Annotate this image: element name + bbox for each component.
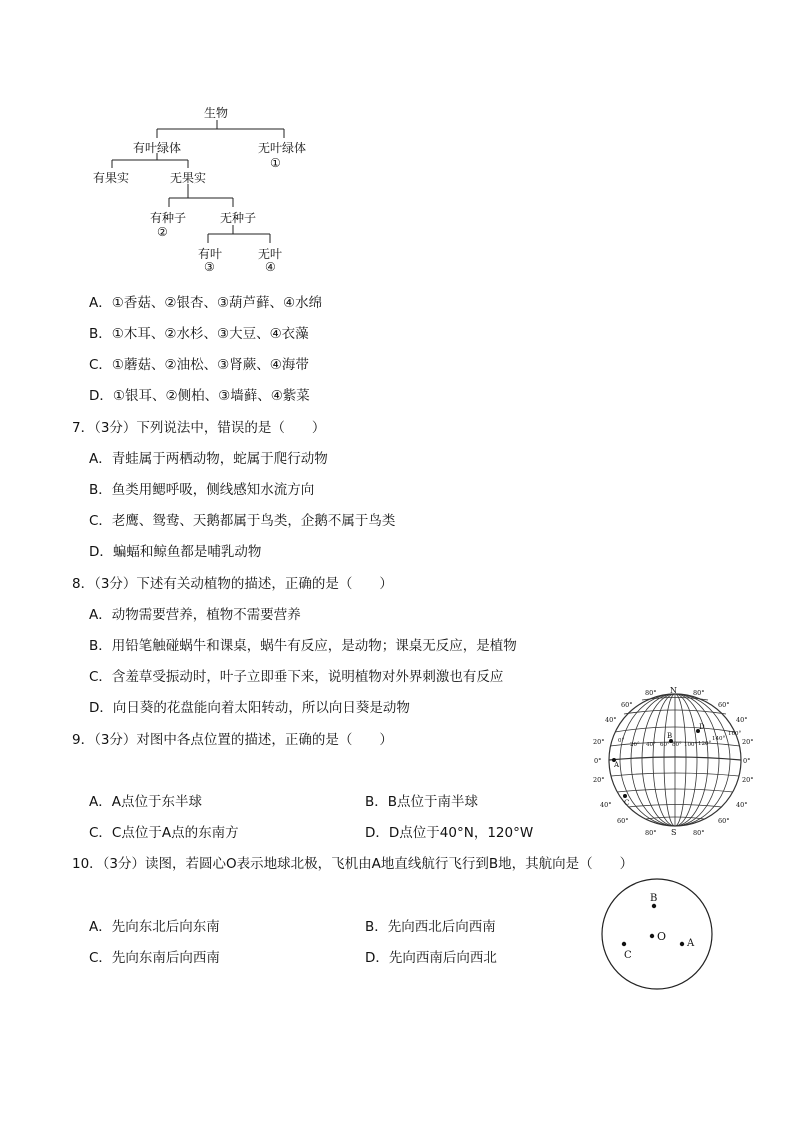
globe-l20: 20° [593, 738, 605, 746]
globe-r60s: 60° [718, 817, 730, 825]
polar-label-b: B [650, 893, 658, 904]
q6-option-b: B．①木耳、②水杉、③大豆、④衣藻 [89, 326, 309, 342]
globe-label-b: B [667, 732, 673, 740]
globe-r20s: 20° [742, 776, 754, 784]
q10-stem: 10．（3分）读图，若圆心O表示地球北极，飞机由A地直线航行飞行到B地，其航向是（ ） [72, 856, 634, 872]
globe-l20s: 20° [593, 776, 605, 784]
globe-r60: 60° [718, 701, 730, 709]
q9-option-c: C．C点位于A点的东南方 [89, 825, 239, 841]
q6-option-c: C．①蘑菇、②油松、③肾蕨、④海带 [89, 357, 309, 373]
globe-bottom-right: 80° [693, 829, 705, 836]
q8-option-d: D．向日葵的花盘能向着太阳转动，所以向日葵是动物 [89, 700, 410, 716]
q8-stem: 8．（3分）下述有关动植物的描述，正确的是（ ） [72, 576, 393, 592]
polar-label-o: O [657, 930, 667, 943]
tree-root: 生物 [204, 106, 229, 120]
polar-label-a: A [687, 938, 695, 949]
polar-point-c [622, 942, 626, 946]
tree-mark-4: ④ [265, 260, 276, 274]
globe-top-left: 80° [645, 689, 657, 697]
globe-r40: 40° [736, 716, 748, 724]
globe-label-c: C [624, 799, 630, 807]
tree-no-fruit: 无果实 [170, 171, 207, 185]
globe-lon-160: 160° [728, 731, 742, 737]
q7-option-c: C．老鹰、鸳鸯、天鹅都属于鸟类，企鹅不属于鸟类 [89, 513, 396, 529]
polar-label-c: C [624, 950, 632, 961]
tree-has-seed: 有种子 [150, 211, 187, 225]
globe-label-s: S [671, 828, 677, 836]
q9-option-b: B．B点位于南半球 [365, 794, 479, 810]
tree-mark-2: ② [157, 225, 168, 239]
globe-lon-60: 60° [660, 742, 670, 748]
q7-option-d: D．蝙蝠和鲸鱼都是哺乳动物 [89, 544, 262, 560]
globe-l40: 40° [605, 716, 617, 724]
globe-r40s: 40° [736, 801, 748, 809]
polar-point-b [652, 904, 656, 908]
globe-top-right: 80° [693, 689, 705, 697]
q10-option-a: A．先向东北后向东南 [89, 919, 220, 935]
q9-option-d: D．D点位于40°N，120°W [365, 825, 534, 841]
tree-mark-1: ① [270, 156, 281, 170]
globe-lon-100: 100° [684, 742, 698, 748]
q8-option-a: A．动物需要营养，植物不需要营养 [89, 607, 301, 623]
tree-no-leafy-green: 无叶绿体 [258, 141, 307, 155]
globe-lon-20: 20° [630, 742, 640, 748]
globe-lon-80: 80° [672, 742, 682, 748]
q9-option-a: A．A点位于东半球 [89, 794, 202, 810]
polar-diagram [596, 876, 720, 992]
tree-has-fruit: 有果实 [93, 171, 130, 185]
globe-point-c [623, 794, 627, 798]
tree-leafy-green: 有叶绿体 [133, 141, 182, 155]
q7-stem: 7．（3分）下列说法中，错误的是（ ） [72, 420, 326, 436]
q10-option-d: D．先向西南后向西北 [365, 950, 497, 966]
globe-l60s: 60° [617, 817, 629, 825]
tree-no-leaf: 无叶 [258, 247, 283, 261]
globe-label-d: D [699, 723, 705, 731]
globe-l40s: 40° [600, 801, 612, 809]
globe-r20: 20° [742, 738, 754, 746]
polar-point-a [680, 942, 684, 946]
globe-lon-40: 40° [646, 742, 656, 748]
globe-bottom-left: 80° [645, 829, 657, 836]
tree-lines [0, 0, 794, 290]
globe-label-n: N [670, 686, 677, 695]
q7-option-a: A．青蛙属于两栖动物，蛇属于爬行动物 [89, 451, 328, 467]
q10-option-c: C．先向东南后向西南 [89, 950, 220, 966]
tree-mark-3: ③ [204, 260, 215, 274]
q10-option-b: B．先向西北后向西南 [365, 919, 496, 935]
globe-l60: 60° [621, 701, 633, 709]
globe-diagram [590, 684, 760, 836]
q8-option-c: C．含羞草受振动时，叶子立即垂下来，说明植物对外界刺激也有反应 [89, 669, 504, 685]
tree-no-seed: 无种子 [220, 211, 257, 225]
globe-lon-120: 120° [698, 741, 712, 747]
q8-option-b: B．用铅笔触碰蜗牛和课桌，蜗牛有反应，是动物；课桌无反应，是植物 [89, 638, 517, 654]
tree-has-leaf: 有叶 [198, 247, 223, 261]
polar-point-o [650, 934, 654, 938]
globe-r0: 0° [743, 757, 751, 765]
q6-option-d: D．①银耳、②侧柏、③墙藓、④紫菜 [89, 388, 310, 404]
q7-option-b: B．鱼类用鳃呼吸，侧线感知水流方向 [89, 482, 315, 498]
q6-option-a: A．①香菇、②银杏、③葫芦藓、④水绵 [89, 295, 323, 311]
globe-lon-140: 140° [712, 736, 726, 742]
globe-l0: 0° [594, 757, 602, 765]
globe-lon-0: 0° [618, 738, 625, 744]
q9-stem: 9．（3分）对图中各点位置的描述，正确的是（ ） [72, 732, 393, 748]
globe-label-a: A [614, 761, 620, 769]
